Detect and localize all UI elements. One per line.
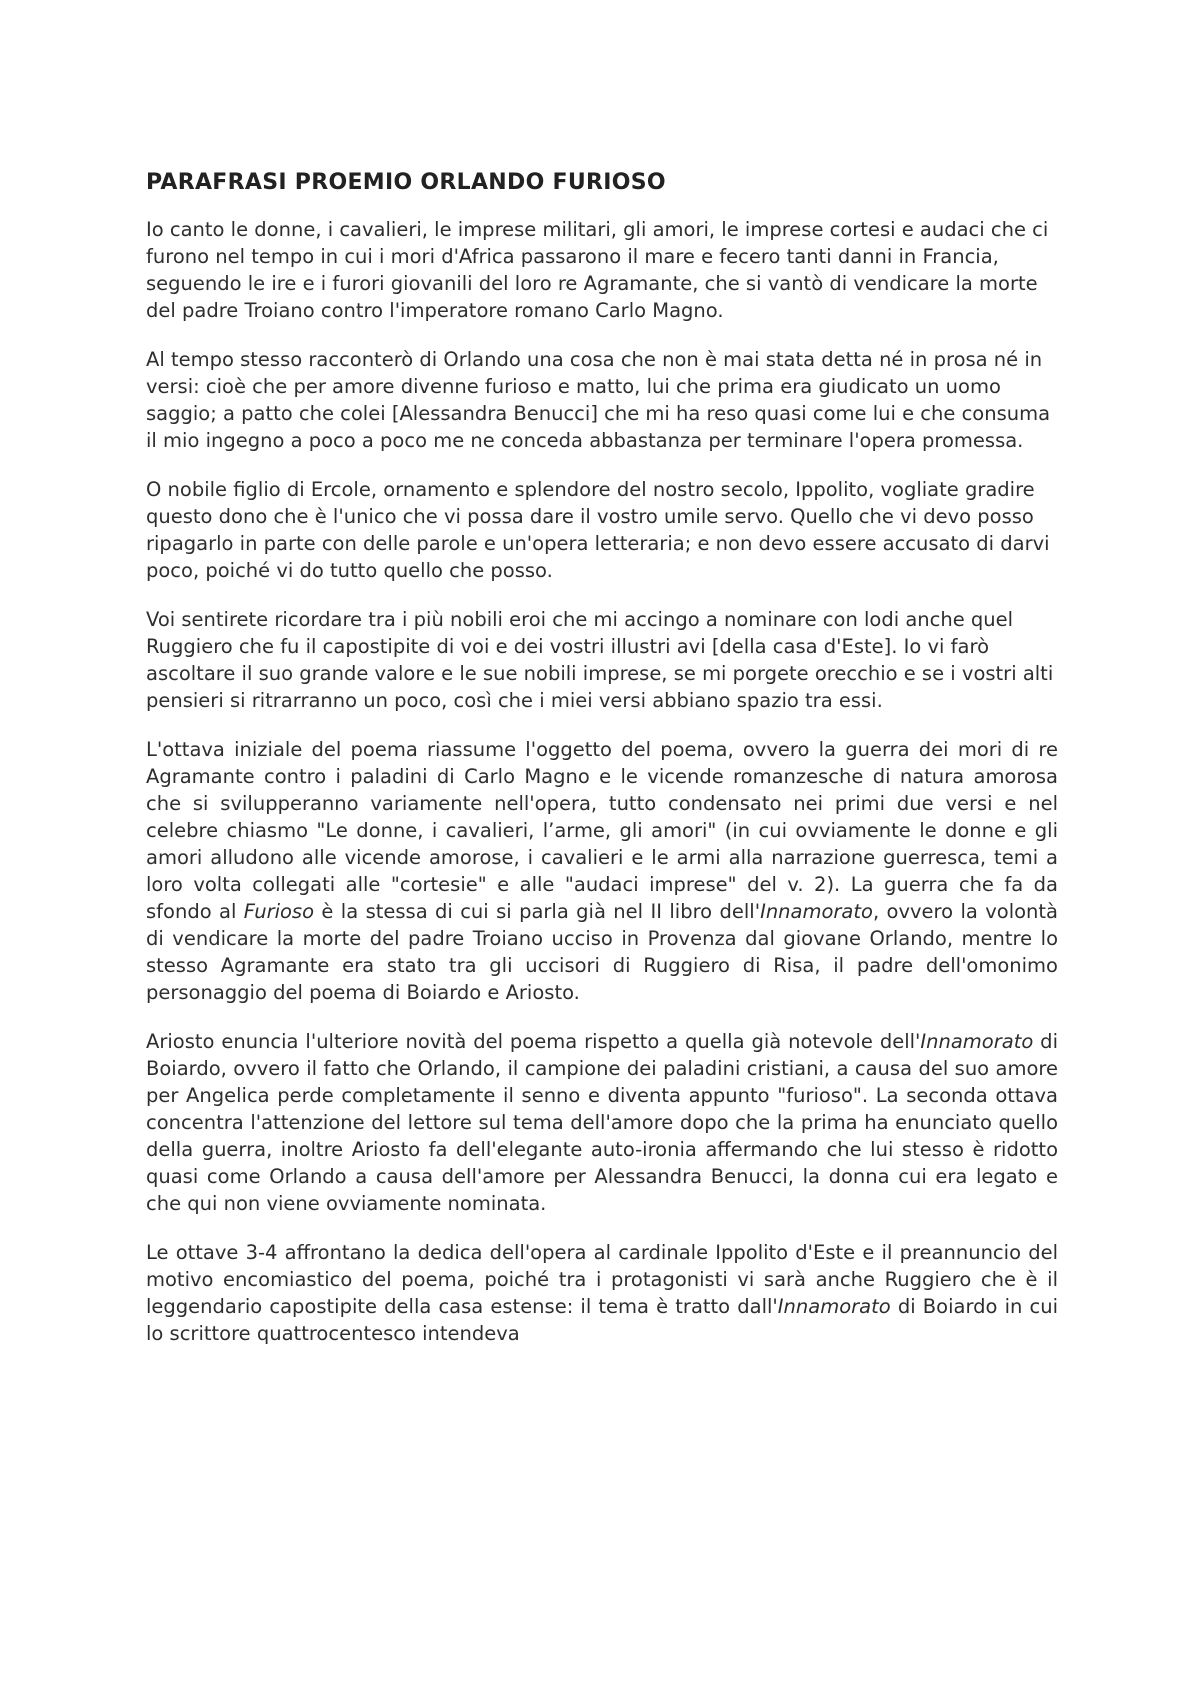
paragraph-1-text: Io canto le donne, i cavalieri, le imprese militari, gli amori, le imprese cortesi e audaci che ci furono nel tempo in cui i mori d'Africa passarono il mare e fecero tanti danni in Francia, seguendo le ire e i furori giovanili del loro re Agramante, che si vantò di vendicare la morte del padre Troiano contro l'imperatore romano Carlo Magno. bbox=[146, 218, 1049, 322]
page-title: PARAFRASI PROEMIO ORLANDO FURIOSO bbox=[146, 170, 666, 195]
paragraph-5-text-b: è la stessa di cui si parla già nel II libro dell' bbox=[314, 900, 761, 923]
paragraph-7-text-b: di Boiardo in cui lo scrittore quattrocentesco intendeva bbox=[146, 1295, 1059, 1345]
paragraph-5-italic-furioso: Furioso bbox=[243, 900, 315, 923]
paragraph-3-text: O nobile figlio di Ercole, ornamento e splendore del nostro secolo, Ippolito, vogliate gradire questo dono che è l'unico che vi possa dare il vostro umile servo. Quello che vi devo posso ripagarlo in parte con delle parole e un'opera letteraria; e non devo essere accusato di darvi poco, poiché vi do tutto quello che posso. bbox=[146, 478, 1050, 582]
paragraph-5 bbox=[146, 736, 1058, 1006]
paragraph-6-text-b: di Boiardo, ovvero il fatto che Orlando, il campione dei paladini cristiani, a causa del suo amore per Angelica perde completamente il senno e diventa appunto "furioso". La seconda ottava concentra l'attenzione del lettore sul tema dell'amore dopo che la prima ha enunciato quello della guerra, inoltre Ariosto fa dell'elegante auto-ironia affermando che lui stesso è ridotto quasi come Orlando a causa dell'amore per Alessandra Benucci, la donna cui era legato e che qui non viene ovviamente nominata. bbox=[146, 1030, 1058, 1215]
paragraph-4 bbox=[146, 606, 1058, 714]
paragraph-6-italic-innamorato: Innamorato bbox=[920, 1030, 1034, 1053]
paragraph-2-text: Al tempo stesso racconterò di Orlando una cosa che non è mai stata detta né in prosa né in versi: cioè che per amore divenne furioso e matto, lui che prima era giudicato un uomo saggio; a patto che colei [Alessandra Benucci] che mi ha reso quasi come lui e che consuma il mio ingegno a poco a poco me ne conceda abbastanza per terminare l'opera promessa. bbox=[146, 348, 1051, 452]
paragraph-3 bbox=[146, 476, 1058, 584]
paragraph-6-text-a: Ariosto enuncia l'ulteriore novità del poema rispetto a quella già notevole dell' bbox=[146, 1030, 921, 1053]
paragraph-1 bbox=[146, 216, 1058, 324]
paragraph-5-text-c: , ovvero la volontà di vendicare la morte del padre Troiano ucciso in Provenza dal giovane Orlando, mentre lo stesso Agramante era stato tra gli uccisori di Ruggiero di Risa, il padre dell'omonimo personaggio del poema di Boiardo e Ariosto. bbox=[146, 900, 1058, 1004]
paragraph-4-text: Voi sentirete ricordare tra i più nobili eroi che mi accingo a nominare con lodi anche quel Ruggiero che fu il capostipite di voi e dei vostri illustri avi [della casa d'Este]. Io vi farò ascoltare il suo grande valore e le sue nobili imprese, se mi porgete orecchio e se i vostri alti pensieri si ritrarranno un poco, così che i miei versi abbiano spazio tra essi. bbox=[146, 608, 1054, 712]
paragraph-6 bbox=[146, 1028, 1058, 1217]
paragraph-2 bbox=[146, 346, 1058, 454]
document-content bbox=[146, 170, 1058, 1369]
paragraph-5-text-a: L'ottava iniziale del poema riassume l'oggetto del poema, ovvero la guerra dei mori di re Agramante contro i paladini di Carlo Magno e le vicende romanzesche di natura amorosa che si svilupperanno variamente nell'opera, tutto condensato nei primi due versi e nel celebre chiasmo "Le donne, i cavalieri, l’arme, gli amori" (in cui ovviamente le donne e gli amori alludono alle vicende amorose, i cavalieri e le armi alla narrazione guerresca, temi a loro volta collegati alle "cortesie" e alle "audaci imprese" del v. 2). La guerra che fa da sfondo al bbox=[146, 738, 1058, 923]
paragraph-7 bbox=[146, 1239, 1058, 1347]
paragraph-7-italic-innamorato: Innamorato bbox=[777, 1295, 891, 1318]
paragraph-5-italic-innamorato: Innamorato bbox=[760, 900, 873, 923]
paragraph-7-text-a: Le ottave 3-4 affrontano la dedica dell'opera al cardinale Ippolito d'Este e il preannuncio del motivo encomiastico del poema, poiché tra i protagonisti vi sarà anche Ruggiero che è il leggendario capostipite della casa estense: il tema è tratto dall' bbox=[146, 1241, 1058, 1318]
